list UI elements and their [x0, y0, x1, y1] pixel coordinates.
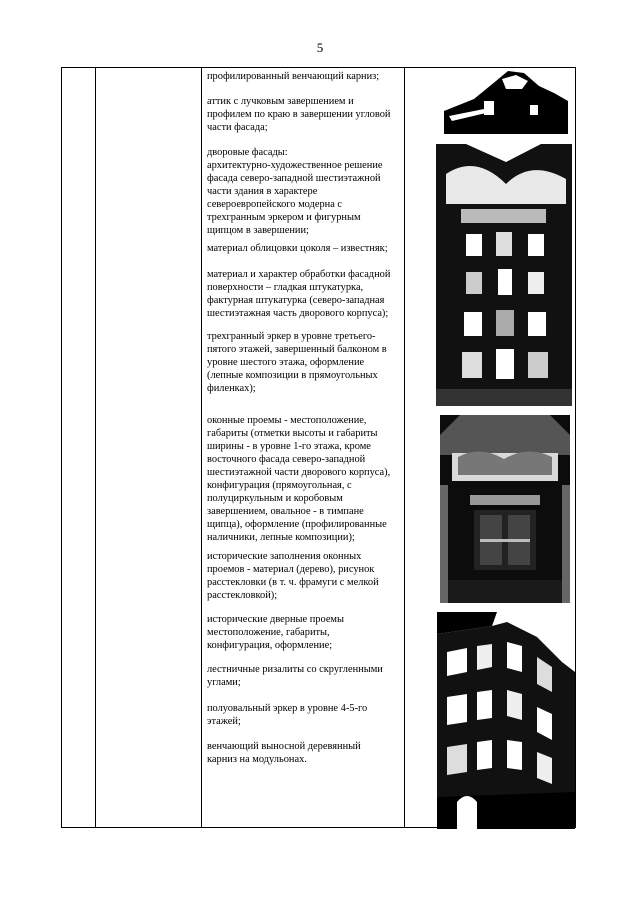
row-text-7: исторические заполнения оконных проемов - материал (дерево), рисунок расстекловки (в т. ч. фрамуги с мелкой расстекловкой);: [207, 551, 379, 601]
column-divider: [404, 68, 405, 827]
row-text-0: профилированный венчающий карниз;: [207, 71, 380, 82]
row-text-5: трехгранный эркер в уровне третьего- пятого этажей, завершенный балконом в уровне шестого этажа, оформление (лепные композиции в прямоугольных филенках);: [207, 331, 387, 394]
erker-balcony-photo: [440, 415, 570, 603]
row-text-10: полуовальный эркер в уровне 4-5-го этажей;: [207, 703, 368, 727]
row-text-3: материал облицовки цоколя – известняк;: [207, 243, 388, 254]
row-text-4: материал и характер обработки фасадной поверхности – гладкая штукатурка, фактурная штукатурка (северо-западная шестиэтажная часть дворового корпуса);: [207, 269, 391, 319]
row-text-6: оконные проемы - местоположение, габариты (отметки высоты и габариты ширины - в уровне 1-го этажа, кроме восточного фасада северо-западной шестиэтажной части дворового корпуса), конфигурация (прямоугольная, с полуциркульным и коробовым завершением, овальное - в тимпане щипца), оформление (профилированные наличники, лепные композиции);: [207, 415, 391, 543]
column-divider: [95, 68, 96, 827]
row-text-2: дворовые фасады: архитектурно-художественное решение фасада северо-западной шестиэтажной части здания в характере североевропейского модерна с трехгранным эркером и фигурным щипцом в завершении;: [207, 147, 383, 236]
page-number: 5: [316, 40, 324, 55]
monument-table: [61, 67, 576, 828]
column-divider: [201, 68, 202, 827]
row-text-8: исторические дверные проемы местоположение, габариты, конфигурация, оформление;: [207, 614, 344, 651]
courtyard-facade-photo: [436, 144, 572, 406]
row-text-11: венчающий выносной деревянный карниз на модульонах.: [207, 741, 361, 765]
attic-photo: [444, 71, 568, 134]
building-perspective-photo: [437, 612, 575, 829]
row-text-9: лестничные ризалиты со скругленными углами;: [207, 664, 383, 688]
row-text-1: аттик с лучковым завершением и профилем по краю в завершении угловой части фасада;: [207, 96, 391, 133]
